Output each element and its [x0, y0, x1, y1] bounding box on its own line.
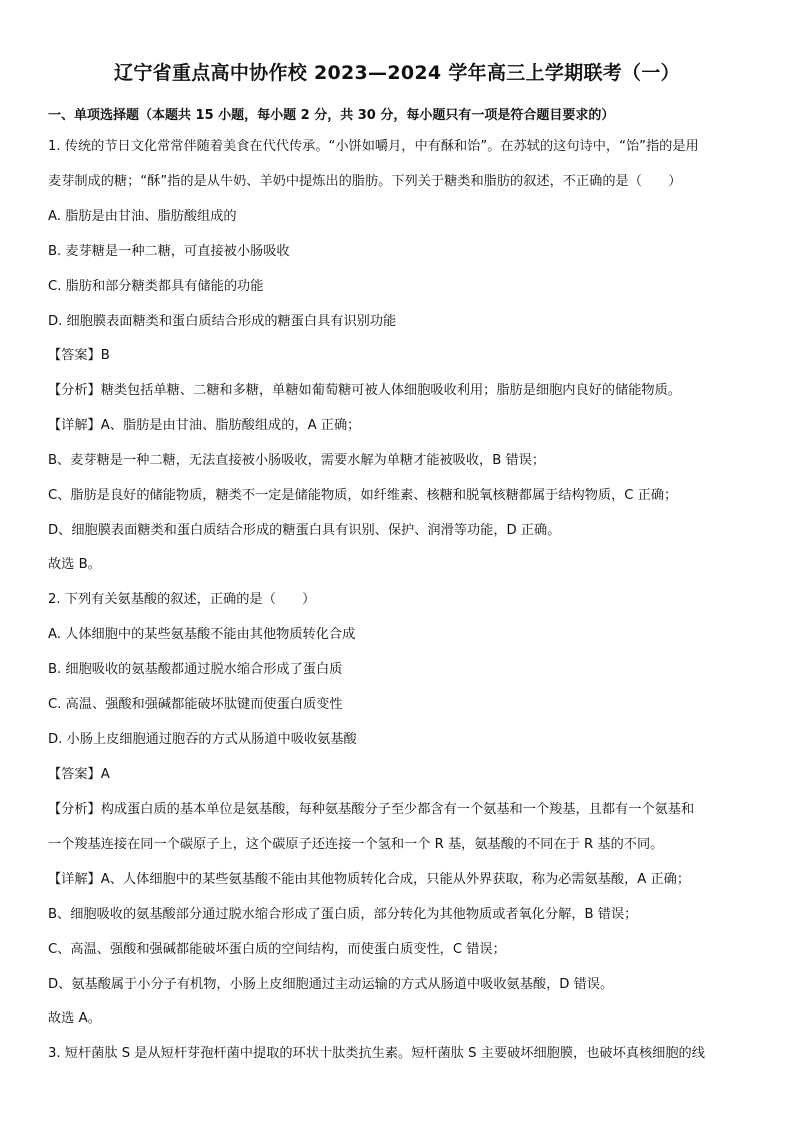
q2-answer: 【答案】A	[48, 767, 110, 782]
q2-conclusion: 故选 A。	[48, 1011, 101, 1026]
document-title: 辽宁省重点高中协作校 2023—2024 学年高三上学期联考（一）	[114, 62, 680, 84]
q1-detail-line-1: 【详解】A、脂肪是由甘油、脂肪酸组成的，A 正确；	[48, 418, 361, 433]
q3-stem-line-1: 3. 短杆菌肽 S 是从短杆芽孢杆菌中提取的环状十肽类抗生素。短杆菌肽 S 主要破坏细胞膜，也破坏真核细胞的线	[48, 1046, 705, 1061]
q1-stem-line-1: 1. 传统的节日文化常常伴随着美食在代代传承。“小饼如嚼月，中有酥和饴”。在苏轼的这句诗中，“饴”指的是用	[48, 139, 699, 154]
q1-stem-line-2: 麦芽制成的糖；“酥”指的是从牛奶、羊奶中提炼出的脂肪。下列关于糖类和脂肪的叙述，不正确的是（ ）	[48, 174, 682, 189]
q1-detail-line-2: B、麦芽糖是一种二糖，无法直接被小肠吸收，需要水解为单糖才能被吸收，B 错误；	[48, 453, 546, 468]
q2-detail-line-2: B、细胞吸收的氨基酸部分通过脱水缩合形成了蛋白质，部分转化为其他物质或者氧化分解，B 错误；	[48, 907, 638, 922]
q1-option-d: D. 细胞膜表面糖类和蛋白质结合形成的糖蛋白具有识别功能	[48, 314, 397, 329]
q2-detail-line-1: 【详解】A、人体细胞中的某些氨基酸不能由其他物质转化合成，只能从外界获取，称为必需氨基酸，A 正确；	[48, 872, 691, 887]
q1-conclusion: 故选 B。	[48, 557, 101, 572]
q1-detail-line-3: C、脂肪是良好的储能物质，糖类不一定是储能物质，如纤维素、核糖和脱氧核糖都属于结构物质，C 正确；	[48, 488, 678, 503]
q2-stem-line-1: 2. 下列有关氨基酸的叙述，正确的是（ ）	[48, 592, 316, 607]
q1-option-b: B. 麦芽糖是一种二糖，可直接被小肠吸收	[48, 244, 290, 259]
q2-detail-line-4: D、氨基酸属于小分子有机物，小肠上皮细胞通过主动运输的方式从肠道中吸收氨基酸，D 错误。	[48, 977, 614, 992]
q2-option-d: D. 小肠上皮细胞通过胞吞的方式从肠道中吸收氨基酸	[48, 732, 357, 747]
q1-option-a: A. 脂肪是由甘油、脂肪酸组成的	[48, 209, 237, 224]
q2-option-c: C. 高温、强酸和强碱都能破坏肽键而使蛋白质变性	[48, 697, 343, 712]
section-heading: 一、单项选择题（本题共 15 小题，每小题 2 分，共 30 分，每小题只有一项是符合题目要求的）	[48, 108, 615, 123]
q2-option-a: A. 人体细胞中的某些氨基酸不能由其他物质转化合成	[48, 627, 356, 642]
q1-answer: 【答案】B	[48, 348, 110, 363]
q2-detail-line-3: C、高温、强酸和强碱都能破坏蛋白质的空间结构，而使蛋白质变性，C 错误；	[48, 942, 506, 957]
q1-detail-line-4: D、细胞膜表面糖类和蛋白质结合形成的糖蛋白具有识别、保护、润滑等功能，D 正确。	[48, 523, 561, 538]
q1-option-c: C. 脂肪和部分糖类都具有储能的功能	[48, 279, 264, 294]
q2-analysis-line-2: 一个羧基连接在同一个碳原子上，这个碳原子还连接一个氢和一个 R 基，氨基酸的不同在于 R 基的不同。	[48, 837, 664, 852]
q2-option-b: B. 细胞吸收的氨基酸都通过脱水缩合形成了蛋白质	[48, 662, 343, 677]
q1-analysis-line-1: 【分析】糖类包括单糖、二糖和多糖，单糖如葡萄糖可被人体细胞吸收利用；脂肪是细胞内良好的储能物质。	[48, 383, 681, 398]
q2-analysis-line-1: 【分析】构成蛋白质的基本单位是氨基酸，每种氨基酸分子至少都含有一个氨基和一个羧基，且都有一个氨基和	[48, 802, 695, 817]
